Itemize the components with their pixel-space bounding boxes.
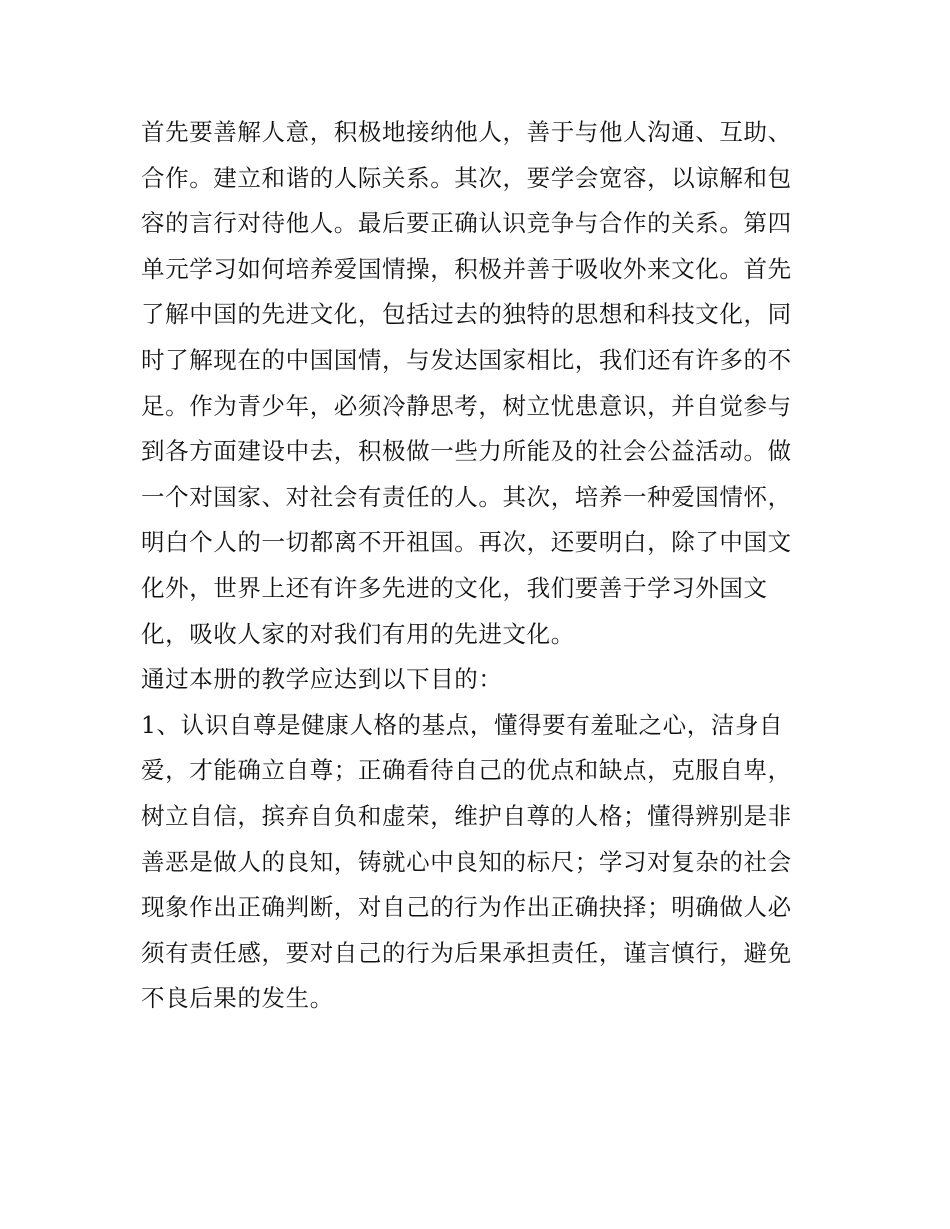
list-item-1-line-1: 1、认识自尊是健康人格的基点，懂得要有羞耻之心，洁身自 [141,710,784,739]
text-line-12: 化，吸收人家的对我们有用的先进文化。 [141,619,575,648]
list-item-1-line-3: 树立自信，摈弃自负和虚荣，维护自尊的人格；懂得辨别是非 [141,801,792,830]
list-item-1-line-4: 善恶是做人的良知，铸就心中良知的标尺；学习对复杂的社会 [141,847,792,876]
text-line-11: 化外，世界上还有许多先进的文化，我们要善于学习外国文 [141,573,768,602]
text-line-9: 一个对国家、对社会有责任的人。其次，培养一种爱国情怀， [141,482,792,511]
list-item-1-line-2: 爱，才能确立自尊；正确看待自己的优点和缺点，克服自卑， [141,756,792,785]
text-line-7: 足。作为青少年，必须冷静思考，树立忧患意识，并自觉参与 [141,391,792,420]
text-line-3: 容的言行对待他人。最后要正确认识竞争与合作的关系。第四 [141,209,792,238]
text-line-6: 时了解现在的中国国情，与发达国家相比，我们还有许多的不 [141,345,792,374]
text-line-2: 合作。建立和谐的人际关系。其次，要学会宽容，以谅解和包 [141,163,792,192]
list-item-1-line-7: 不良后果的发生。 [141,984,334,1013]
text-line-4: 单元学习如何培养爱国情操，积极并善于吸收外来文化。首先 [141,254,792,283]
text-line-10: 明白个人的一切都离不开祖国。再次，还要明白，除了中国文 [141,528,792,557]
document-body-text [141,110,821,1022]
list-item-1-line-6: 须有责任感，要对自己的行为后果承担责任，谨言慎行，避免 [141,938,792,967]
section-heading-goals: 通过本册的教学应达到以下目的： [141,665,503,694]
text-line-5: 了解中国的先进文化，包括过去的独特的思想和科技文化，同 [141,300,792,329]
list-item-1-line-5: 现象作出正确判断，对自己的行为作出正确抉择；明确做人必 [141,893,792,922]
text-line-8: 到各方面建设中去，积极做一些力所能及的社会公益活动。做 [141,437,792,466]
text-line-1: 首先要善解人意，积极地接纳他人，善于与他人沟通、互助、 [141,118,792,146]
